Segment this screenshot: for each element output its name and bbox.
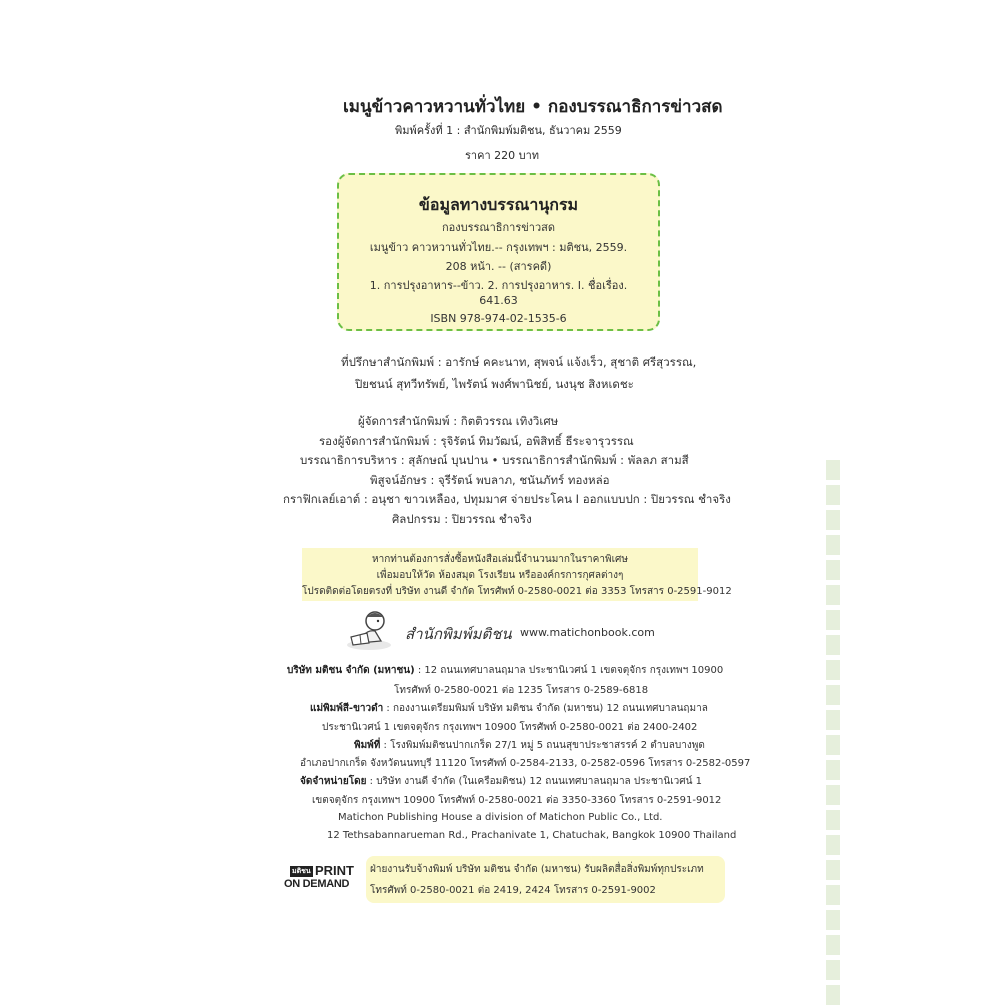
margin-stripe <box>826 510 840 530</box>
margin-stripe <box>826 935 840 955</box>
margin-stripe <box>826 735 840 755</box>
bulk-order-line: หากท่านต้องการสั่งซื้อหนังสือเล่มนี้จำนวนมากในราคาพิเศษ <box>372 554 628 565</box>
advisors-line: ปิยชนน์ สุทวีทรัพย์, ไพรัตน์ พงศ์พานิชย์, นงนุช สิงหเดชะ <box>355 377 634 391</box>
print-service-line: ฝ่ายงานรับจ้างพิมพ์ บริษัท มติชน จำกัด (มหาชน) รับผลิตสื่อสิ่งพิมพ์ทุกประเภท <box>370 864 704 875</box>
margin-stripe <box>826 885 840 905</box>
address-line: แม่พิมพ์สี-ขาวดำ : กองงานเตรียมพิมพ์ บริษัท มติชน จำกัด (มหาชน) 12 ถนนเทศบาลนฤมาล <box>310 703 708 714</box>
bulk-order-line: โปรดติดต่อโดยตรงที่ บริษัท งานดี จำกัด โทรศัพท์ 0-2580-0021 ต่อ 3353 โทรสาร 0-2591-9012 <box>302 586 732 597</box>
margin-stripe <box>826 660 840 680</box>
margin-stripe <box>826 860 840 880</box>
margin-stripe <box>826 685 840 705</box>
staff-line: พิสูจน์อักษร : จุรีรัตน์ พบลาภ, ชนันภัทร์ ทองหล่อ <box>370 473 610 487</box>
margin-stripe <box>826 585 840 605</box>
bulk-order-box <box>302 548 732 601</box>
margin-stripe <box>826 535 840 555</box>
cataloging-line: 1. การปรุงอาหาร--ข้าว. 2. การปรุงอาหาร. I. ชื่อเรื่อง. <box>369 279 628 292</box>
edition-info: พิมพ์ครั้งที่ 1 : สำนักพิมพ์มติชน, ธันวาคม 2559 <box>395 124 622 137</box>
address-line: เขตจตุจักร กรุงเทพฯ 10900 โทรศัพท์ 0-2580-0021 ต่อ 3350-3360 โทรสาร 0-2591-9012 <box>312 795 722 806</box>
cataloging-line: เมนูข้าว คาวหวานทั่วไทย.-- กรุงเทพฯ : มติชน, 2559. <box>369 241 628 254</box>
print-service-line: โทรศัพท์ 0-2580-0021 ต่อ 2419, 2424 โทรสาร 0-2591-9002 <box>370 885 656 896</box>
margin-stripe <box>826 635 840 655</box>
publisher-website[interactable]: www.matichonbook.com <box>520 626 655 639</box>
margin-stripe <box>826 610 840 630</box>
staff-line: บรรณาธิการบริหาร : สุลักษณ์ บุนปาน • บรรณาธิการสำนักพิมพ์ : พัลลภ สามสี <box>300 453 689 467</box>
advisors-line: ที่ปรึกษาสำนักพิมพ์ : อารักษ์ คคะนาท, สุพจน์ แจ้งเร็ว, สุชาติ ศรีสุวรรณ, <box>341 355 697 369</box>
address-line: อำเภอปากเกร็ด จังหวัดนนทบุรี 11120 โทรศัพท์ 0-2584-2133, 0-2582-0596 โทรสาร 0-2582-0597 <box>300 758 751 769</box>
margin-stripe <box>826 910 840 930</box>
margin-stripe <box>826 460 840 480</box>
publisher-script-logo: สำนักพิมพ์มติชน <box>405 625 512 643</box>
address-line-english: 12 Tethsabannarueman Rd., Prachanivate 1, Chatuchak, Bangkok 10900 Thailand <box>327 830 737 841</box>
cataloging-box <box>337 173 660 331</box>
staff-line: ผู้จัดการสำนักพิมพ์ : กิตติวรรณ เทิงวิเศษ <box>358 414 559 428</box>
book-title: เมนูข้าวคาวหวานทั่วไทย • กองบรรณาธิการข่าวสด <box>343 97 723 117</box>
cataloging-line: 641.63 <box>479 294 518 307</box>
margin-stripe <box>826 710 840 730</box>
margin-stripe <box>826 985 840 1005</box>
margin-stripe <box>826 560 840 580</box>
pod-logo-print: PRINT <box>315 863 354 878</box>
isbn: ISBN 978-974-02-1535-6 <box>430 312 567 325</box>
cataloging-line: 208 หน้า. -- (สารคดี) <box>445 260 552 273</box>
address-line: จัดจำหน่ายโดย : บริษัท งานดี จำกัด (ในเครือมติชน) 12 ถนนเทศบาลนฤมาล ประชานิเวศน์ 1 <box>300 776 702 787</box>
margin-stripe <box>826 485 840 505</box>
staff-line: ศิลปกรรม : ปิยวรรณ ชำจริง <box>392 512 532 526</box>
cataloging-line: กองบรรณาธิการข่าวสด <box>441 221 555 234</box>
bulk-order-line: เพื่อมอบให้วัด ห้องสมุด โรงเรียน หรือองค์กรการกุศลต่างๆ <box>376 570 624 581</box>
cataloging-title: ข้อมูลทางบรรณานุกรม <box>418 195 579 214</box>
staff-line: รองผู้จัดการสำนักพิมพ์ : รุจิรัตน์ ทิมวัฒน์, อพิสิทธิ์ ธีระจารุวรรณ <box>319 434 634 448</box>
price: ราคา 220 บาท <box>465 149 540 162</box>
address-line: ประชานิเวศน์ 1 เขตจตุจักร กรุงเทพฯ 10900 โทรศัพท์ 0-2580-0021 ต่อ 2400-2402 <box>322 722 698 733</box>
print-on-demand-logo <box>282 864 360 894</box>
margin-stripe <box>826 785 840 805</box>
pod-logo-demand: ON DEMAND <box>284 878 350 890</box>
pod-logo-tag: มติชน <box>292 867 311 875</box>
margin-stripe <box>826 835 840 855</box>
margin-stripe <box>826 960 840 980</box>
margin-stripe <box>826 810 840 830</box>
margin-stripe <box>826 760 840 780</box>
address-line: บริษัท มติชน จำกัด (มหาชน) : 12 ถนนเทศบาลนฤมาล ประชานิเวศน์ 1 เขตจตุจักร กรุงเทพฯ 10900 <box>287 665 724 676</box>
print-service-box <box>366 856 725 903</box>
address-line: พิมพ์ที่ : โรงพิมพ์มติชนปากเกร็ด 27/1 หมู่ 5 ถนนสุขาประชาสรรค์ 2 ตำบลบางพูด <box>354 740 705 751</box>
staff-line: กราฟิกเลย์เอาต์ : อนุชา ขาวเหลือง, ปทุมมาศ จ่ายประโคน I ออกแบบปก : ปิยวรรณ ชำจริง <box>283 492 731 506</box>
address-line: โทรศัพท์ 0-2580-0021 ต่อ 1235 โทรสาร 0-2589-6818 <box>394 685 649 696</box>
address-line-english: Matichon Publishing House a division of Matichon Public Co., Ltd. <box>338 812 663 823</box>
mascot-logo-icon <box>345 607 395 653</box>
